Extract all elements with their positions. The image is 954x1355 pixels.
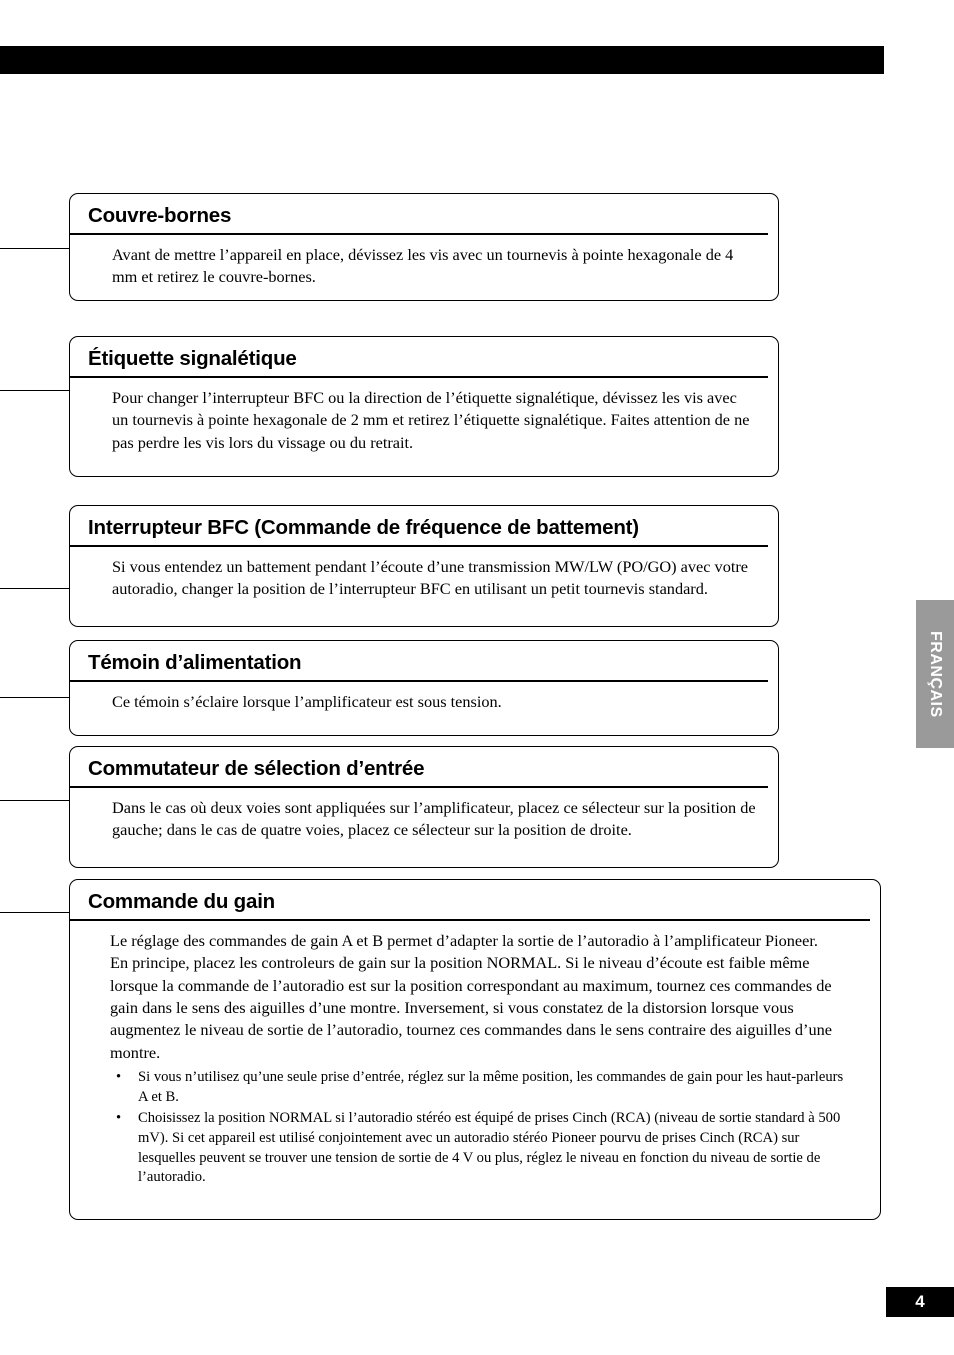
list-item: • Si vous n’utilisez qu’une seule prise d’entrée, réglez sur la même position, les commandes de gain pour les haut-parleurs A et B. — [110, 1068, 854, 1107]
section-title: Témoin d’alimentation — [70, 641, 768, 682]
section-temoin-alimentation — [69, 640, 779, 736]
section-body — [70, 547, 778, 611]
section-paragraph: Dans le cas où deux voies sont appliquées sur l’amplificateur, placez ce sélecteur sur la position de gauche; dans le cas de quatre voies, placez ce sélecteur sur la position de droite. — [112, 798, 756, 840]
section-body — [70, 378, 778, 464]
section-body — [70, 235, 778, 299]
section-title: Commutateur de sélection d’entrée — [70, 747, 768, 788]
language-tab — [916, 600, 954, 748]
section-paragraph: Le réglage des commandes de gain A et B permet d’adapter la sortie de l’autoradio à l’amplificateur Pioneer. — [110, 931, 818, 950]
leader-line-6 — [0, 912, 70, 913]
section-body — [70, 788, 778, 852]
header-black-bar — [0, 46, 884, 74]
page-number: 4 — [886, 1287, 954, 1317]
section-etiquette-signaletique — [69, 336, 779, 477]
leader-line-3 — [0, 588, 70, 589]
leader-line-1 — [0, 248, 70, 249]
section-paragraph: En principe, placez les controleurs de gain sur la position NORMAL. Si le niveau d’écoute est faible même lorsque la commande de l’autoradio est sur la position correspondant au maximum, tournez ces commandes de gain dans le sens des aiguilles d’une montre. Inversement, si vous constatez de la distorsion lorsque vous augmentez le niveau de sortie de l’autoradio, tournez ces commandes dans le sens contraire des aiguilles d’une montre. — [110, 953, 832, 1062]
section-title: Interrupteur BFC (Commande de fréquence de battement) — [70, 506, 768, 547]
section-paragraph: Avant de mettre l’appareil en place, dévissez les vis avec un tournevis à pointe hexagonale de 4 mm et retirez le couvre-bornes. — [112, 245, 734, 287]
section-interrupteur-bfc — [69, 505, 779, 627]
section-paragraph: Ce témoin s’éclaire lorsque l’amplificateur est sous tension. — [112, 692, 502, 711]
section-title: Couvre-bornes — [70, 194, 768, 235]
section-title: Étiquette signalétique — [70, 337, 768, 378]
leader-line-2 — [0, 390, 70, 391]
section-couvre-bornes — [69, 193, 779, 301]
gain-bullet-list — [110, 1068, 854, 1188]
section-title: Commande du gain — [70, 880, 870, 921]
list-item: • Choisissez la position NORMAL si l’autoradio stéréo est équipé de prises Cinch (RCA) (niveau de sortie standard à 500 mV). Si cet appareil est utilisé conjointement avec un autoradio stéréo Pioneer pourvu de prises Cinch (RCA) sur lesquelles peuvent se trouver une tension de sortie de 4 V ou plus, réglez le niveau en fonction du niveau de sortie de l’autoradio. — [110, 1109, 854, 1188]
leader-line-4 — [0, 697, 70, 698]
leader-line-5 — [0, 800, 70, 801]
section-paragraph: Si vous entendez un battement pendant l’écoute d’une transmission MW/LW (PO/GO) avec votre autoradio, changer la position de l’interrupteur BFC en utilisant un petit tournevis standard. — [112, 557, 749, 599]
section-commutateur-selection-entree — [69, 746, 779, 868]
language-tab-label: FRANÇAIS — [927, 630, 944, 718]
section-body — [70, 921, 880, 1200]
section-commande-du-gain — [69, 879, 881, 1220]
section-body — [70, 682, 778, 723]
section-paragraph: Pour changer l’interrupteur BFC ou la direction de l’étiquette signalétique, dévissez les vis avec un tournevis à pointe hexagonale de 2 mm et retirez l’étiquette signalétique. Faites attention de ne pas perdre les vis lors du vissage ou du retrait. — [112, 388, 750, 452]
